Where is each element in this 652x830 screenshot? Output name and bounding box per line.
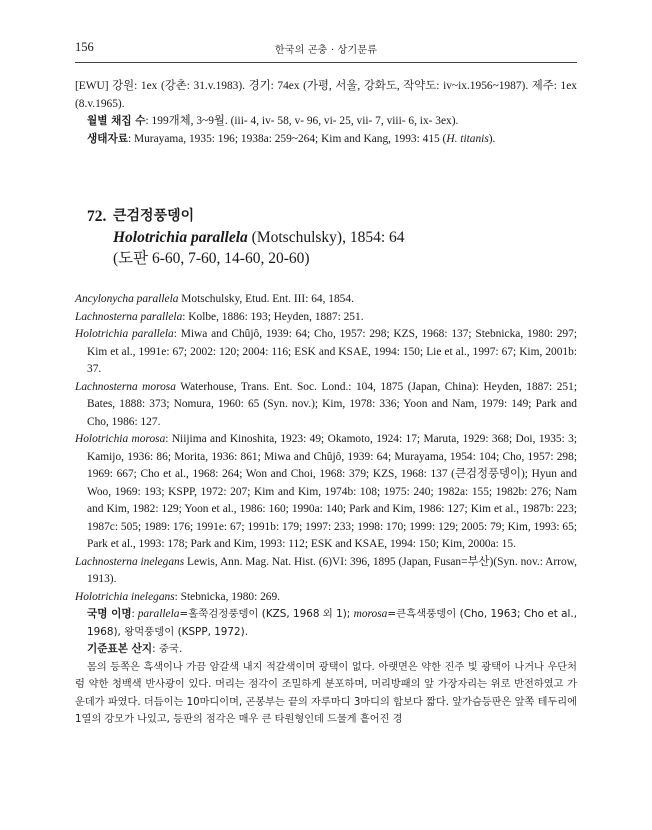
korean-synonyms xyxy=(75,606,577,641)
running-title: 한국의 곤충 · 상기문류 xyxy=(274,45,378,56)
ecology-label: 생태자료 xyxy=(87,132,128,145)
header-rule xyxy=(75,62,577,63)
synonymy-entry xyxy=(75,554,577,589)
type-locality-label: 기준표본 산지 xyxy=(87,643,153,655)
synonymy-text: Lewis, Ann. Mag. Nat. Hist. (6)VI: 396, 1895 (Japan, Fusan=부산)(Syn. nov.: Arrow, 1913). xyxy=(87,555,577,585)
synonymy-text: : Niijima and Kinoshita, 1923: 49; Okamoto, 1924: 17; Maruta, 1929: 368; Doi, 1935: 3; Kamijo, 1936: 86; Morita, 1936: 861; Miwa and Chûjô, 1939: 64; Murayama, 1954: 104; Cho, 1957: 298; 1969: 667; Cho et al., 1968: 264; Won and Choi, 1968: 379; KZS, 1968: 137 (큰검정풍뎅이); Hyun and Woo, 1969: 193; KSPP, 1972: 207; Kim and Kim, 1974b: 108; 1975: 240; 1982a: 155; 1982b: 276; Nam and Kim, 1982: 129; Yoon et al., 1986: 160; 1990a: 140; Park and Kim, 1986: 127; Kim et al., 1987b: 223; 1987c: 505; 1989: 176; 1991e: 67; 1991b: 179; 1997: 233; 1998: 170; 1999: 129; 2005: 79; Kim, 1993: 65; Park et al., 1993: 178; Park and Kim, 1993: 112; ESK and KSAE, 1994: 150; Kim, 2000a: 15. xyxy=(87,433,578,550)
species-genus: Holotrichia xyxy=(113,229,188,246)
parallela-kr: =홀쭉검정풍뎅이 (KZS, 1968 외 1); xyxy=(179,608,354,620)
distribution-record: [EWU] 강원: 1ex (강촌: 31.v.1983). 경기: 74ex (가평, 서울, 강화도, 작약도: iv~ix.1956~1987). 제주: 1ex (8.v.1965). xyxy=(75,80,577,110)
synonymy-entry xyxy=(75,309,577,327)
korean-synonyms-label: 국명 이명 xyxy=(87,608,132,620)
synonymy-text: Waterhouse, Trans. Ent. Soc. Lond.: 104, 1875 (Japan, China): Heyden, 1887: 251; Bates, 1888: 373; Nomura, 1960: 65 (Syn. nov.); Kim, 1978: 336; Yoon and Nam, 1979: 149; Park and Cho, 1986: 127. xyxy=(87,380,577,428)
synonymy-text: Motschulsky, Etud. Ent. III: 64, 1854. xyxy=(178,293,354,305)
monthly-collection xyxy=(75,113,577,131)
ecology-text: : Murayama, 1935: 196; 1938a: 259~264; Kim and Kang, 1993: 415 ( xyxy=(127,132,447,145)
synonymy-list xyxy=(75,291,577,606)
species-plates: (도판 6-60, 7-60, 14-60, 20-60) xyxy=(113,250,310,267)
ecology-data xyxy=(75,131,577,149)
species-korean-name: 큰검정풍뎅이 xyxy=(113,208,195,224)
species-heading xyxy=(75,206,577,269)
morosa-kr: =큰흑색풍뎅이 (Cho, 1963; Cho et al., 1968), 왕먹풍뎅이 (KSPP, 1972). xyxy=(87,608,578,638)
morosa-sci: morosa xyxy=(353,608,388,620)
synonymy-entry xyxy=(75,431,577,554)
page-number: 156 xyxy=(75,40,94,54)
species-scientific-name xyxy=(113,227,405,248)
synonymy-entry xyxy=(75,291,577,309)
type-locality xyxy=(75,641,577,659)
ecology-species: H. titanis xyxy=(446,132,489,145)
page-body xyxy=(75,78,577,729)
synonymy-text: : Stebnicka, 1980: 269. xyxy=(174,590,281,603)
type-locality-value: : 중국. xyxy=(152,643,183,655)
ecology-end: ). xyxy=(488,132,496,145)
species-epithet: parallela xyxy=(190,229,248,246)
synonymy-entry xyxy=(75,326,577,379)
species-author: (Motschulsky), 1854: 64 xyxy=(251,229,405,246)
synonymy-taxon: Ancylonycha parallela xyxy=(75,293,179,305)
synonymy-text: : Kolbe, 1886: 193; Heyden, 1887: 251. xyxy=(182,310,364,323)
synonymy-entry xyxy=(75,379,577,432)
synonymy-entry xyxy=(75,589,577,607)
monthly-text: : 199개체, 3~9월. (iii- 4, iv- 58, v- 96, vi- 25, vii- 7, viii- 6, ix- 3ex). xyxy=(145,115,459,127)
synonymy-taxon: Lachnosterna parallela xyxy=(75,310,183,323)
monthly-label: 월별 채집 수 xyxy=(87,115,146,127)
synonymy-taxon: Holotrichia inelegans xyxy=(75,590,175,603)
synonymy-text: : Miwa and Chûjô, 1939: 64; Cho, 1957: 298; KZS, 1968: 137; Stebnicka, 1980: 297; Kim et al., 1991e: 67; 2002: 120; 2004: 116; ESK and KSAE, 1994: 150; Lie et al., 1997: 67; Kim, 2001b: 37. xyxy=(87,328,577,375)
synonymy-taxon: Holotrichia morosa xyxy=(75,433,166,445)
synonymy-taxon: Lachnosterna morosa xyxy=(75,380,176,393)
synonymy-taxon: Holotrichia parallela xyxy=(75,328,174,340)
species-number: 72. xyxy=(87,208,107,225)
description-paragraph: 몸의 등쪽은 흑색이나 가끔 암갈색 내지 적갈색이며 광택이 없다. 아랫면은 약한 진주 빛 광택이 나거나 우단처럼 약한 청백색 반사광이 있다. 머리는 점각이 조밀하게 분포하며, 머리방패의 앞 가장자리는 위로 반전하였고 가운데가 파였다. 더듬이는 10마디이며, 곤봉부는 끝의 자루마디 3마디의 합보다 짧다. 앞가슴등판은 앞쪽 테두리에 1열의 강모가 나있고, 등판의 점각은 매우 큰 타원형인데 드물게 흩어진 경 xyxy=(75,661,577,725)
parallela-sci: parallela xyxy=(137,608,180,620)
synonymy-taxon: Lachnosterna inelegans xyxy=(75,555,185,568)
korean-synonyms-sep: : xyxy=(131,608,138,620)
